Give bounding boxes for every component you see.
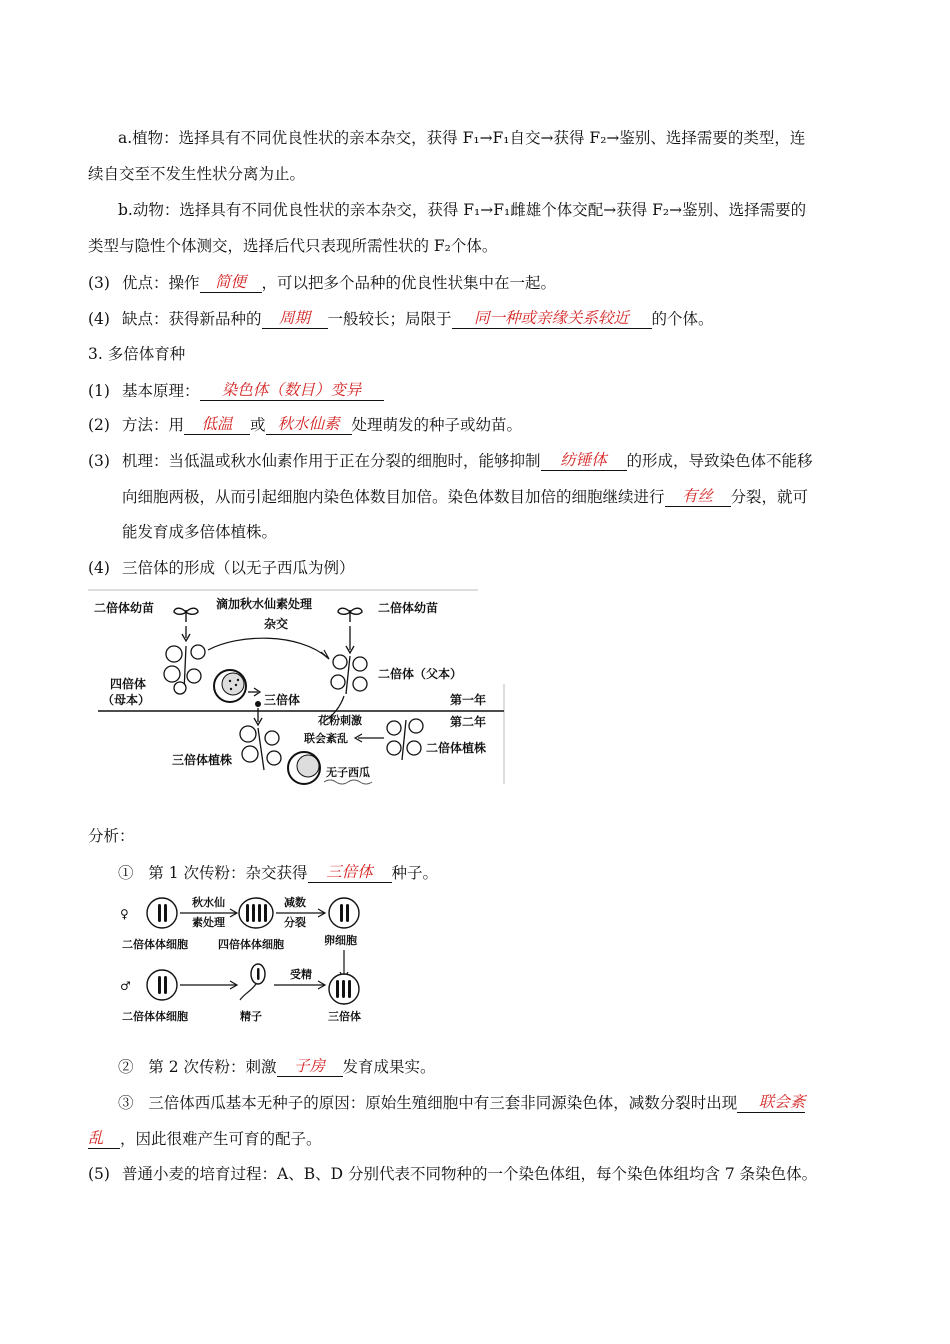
watermelon-diagram: [88, 588, 508, 790]
answer-text: 周期: [279, 309, 311, 327]
item-text: 三倍体的形成（以无子西瓜为例）: [122, 559, 355, 577]
label-year2: 第二年: [450, 715, 487, 729]
answer-blank: [665, 486, 731, 507]
item-text: 三倍体西瓜基本无种子的原因：原始生殖细胞中有三套非同源染色体，减数分裂时出现: [148, 1094, 738, 1112]
item-text: 向细胞两极，从而引起细胞内染色体数目加倍。染色体数目加倍的细胞继续进行: [122, 488, 665, 506]
item-text: ，可以把多个品种的优良性状集中在一起。: [261, 274, 557, 292]
egg-cell-icon: [329, 898, 359, 928]
label-year1: 第一年: [450, 693, 487, 707]
item-number: (4): [88, 559, 110, 577]
item-text: 缺点：获得新品种的: [122, 310, 262, 328]
para-b-line2: 类型与隐性个体测交，选择后代只表现所需性状的 F₂个体。: [88, 237, 498, 255]
answer-blank: [200, 272, 262, 293]
item-text: 或: [250, 416, 266, 434]
item-text: 一般较长；局限于: [327, 310, 452, 328]
item-number: ②: [118, 1058, 134, 1076]
item-mechanism-line1: [88, 450, 813, 471]
label-cross: 杂交: [264, 617, 289, 631]
item-text: 普通小麦的培育过程：A、B、D 分别代表不同物种的一个染色体组，每个染色体组均含 7 条染色体。: [122, 1165, 818, 1183]
label-diploid-cell-male: 二倍体体细胞: [122, 1010, 188, 1023]
answer-blank: [452, 308, 652, 329]
label-colchicine-2: 素处理: [192, 916, 225, 929]
answer-text: 乱: [88, 1129, 104, 1147]
answer-text: 三倍体: [326, 863, 373, 881]
para-a-line1: a.植物：选择具有不同优良性状的亲本杂交，获得 F₁→F₁自交→获得 F₂→鉴别、选择需要的类型，连: [118, 129, 806, 147]
label-mother: （母本）: [102, 693, 151, 707]
analysis-item-3-line2: [88, 1128, 322, 1149]
seedless-watermelon-icon: [288, 752, 320, 784]
label-seedling-left: 二倍体幼苗: [94, 601, 155, 615]
diploid-cell-male-icon: [147, 970, 177, 1000]
answer-blank: [88, 1128, 120, 1149]
item-mechanism-line3: 能发育成多倍体植株。: [122, 523, 278, 541]
answer-text: 低温: [201, 415, 233, 433]
para-b-line1: b.动物：选择具有不同优良性状的亲本杂交，获得 F₁→F₁雌雄个体交配→获得 F₂→鉴别、选择需要的: [118, 201, 807, 219]
item-triploid-title: [88, 558, 355, 578]
item-text: 优点：操作: [122, 274, 200, 292]
answer-blank: [200, 380, 384, 401]
item-mechanism-line2: [122, 486, 808, 507]
diploid-cell-icon: [147, 898, 177, 928]
label-fertilization: 受精: [290, 968, 312, 981]
item-text: 的形成，导致染色体不能移: [626, 452, 813, 470]
label-sperm: 精子: [240, 1010, 262, 1023]
label-tetraploid-cell: 四倍体体细胞: [218, 938, 284, 951]
label-pollen: 花粉刺激: [318, 714, 362, 727]
item-principle: [88, 380, 384, 401]
item-number: (3): [88, 274, 110, 292]
item-disadvantage: [88, 308, 714, 329]
answer-blank: [184, 414, 250, 435]
answer-text: 纺锤体: [560, 451, 607, 469]
item-number: (4): [88, 310, 110, 328]
female-symbol: ♀: [120, 907, 129, 921]
chromosome-diagram: [118, 888, 378, 1028]
item-text: 的个体。: [651, 310, 714, 328]
label-diploid-father: 二倍体（父本）: [378, 667, 463, 681]
label-seedling-right: 二倍体幼苗: [378, 601, 439, 615]
sperm-icon: [240, 964, 265, 1000]
item-text: ，因此很难产生可育的配子。: [120, 1130, 322, 1148]
item-text: 第 1 次传粉：杂交获得: [148, 864, 308, 882]
answer-text: 联会紊: [758, 1093, 806, 1111]
item-text: 处理萌发的种子或幼苗。: [351, 416, 523, 434]
item-number: ①: [118, 864, 134, 882]
item-wheat: [88, 1164, 817, 1184]
answer-blank: [308, 862, 392, 883]
label-egg: 卵细胞: [324, 934, 357, 947]
analysis-item-1: [118, 862, 438, 883]
answer-blank: [277, 1056, 343, 1077]
answer-text: 秋水仙素: [277, 415, 340, 433]
item-text: 方法：用: [122, 416, 185, 434]
answer-blank: [266, 414, 352, 435]
answer-text: 子房: [294, 1057, 326, 1075]
item-number: ③: [118, 1094, 134, 1112]
item-text: 发育成果实。: [342, 1058, 436, 1076]
label-tetraploid: 四倍体: [110, 677, 147, 691]
label-triploid-plant: 三倍体植株: [172, 753, 233, 767]
analysis-item-2: [118, 1056, 436, 1077]
answer-text: 简便: [215, 273, 247, 291]
para-a-line2: 续自交至不发生性状分离为止。: [88, 165, 306, 183]
label-meiosis-2: 分裂: [284, 916, 306, 929]
male-symbol: ♂: [120, 979, 131, 993]
item-text: 种子。: [391, 864, 439, 882]
item-text: 机理：当低温或秋水仙素作用于正在分裂的细胞时，能够抑制: [122, 452, 541, 470]
analysis-label: 分析：: [88, 827, 135, 845]
label-triploid: 三倍体: [328, 1010, 361, 1023]
label-seedless: 无子西瓜: [326, 766, 370, 779]
answer-text: 有丝: [682, 487, 714, 505]
label-diploid-cell: 二倍体体细胞: [122, 938, 188, 951]
tetraploid-cell-icon: [239, 898, 273, 928]
item-text: 分裂，就可: [730, 488, 809, 506]
label-triploid-seed: 三倍体: [264, 693, 301, 707]
triploid-cell-icon: [329, 974, 359, 1004]
answer-blank: [541, 450, 627, 471]
item-number: (2): [88, 416, 110, 434]
item-text: 基本原理：: [122, 382, 200, 400]
section-title: 3. 多倍体育种: [88, 345, 186, 363]
item-text: 第 2 次传粉：刺激: [148, 1058, 277, 1076]
watermelon-icon: [214, 670, 246, 702]
label-synapsis: 联会紊乱: [304, 732, 348, 745]
item-number: (3): [88, 452, 110, 470]
label-colchicine-1: 秋水仙: [192, 896, 225, 909]
answer-blank: [737, 1092, 805, 1113]
analysis-item-3-line1: [118, 1092, 805, 1113]
label-diploid-plant: 二倍体植株: [426, 741, 487, 755]
seed-icon: [255, 701, 261, 707]
answer-text: 染色体（数目）变异: [221, 381, 362, 399]
item-method: [88, 414, 522, 435]
answer-text: 同一种或亲缘关系较近: [474, 309, 630, 327]
answer-blank: [262, 308, 328, 329]
item-number: (5): [88, 1165, 110, 1183]
label-meiosis-1: 减数: [284, 896, 306, 909]
item-advantage: [88, 272, 556, 293]
label-drip: 滴加秋水仙素处理: [216, 597, 313, 611]
item-number: (1): [88, 382, 110, 400]
